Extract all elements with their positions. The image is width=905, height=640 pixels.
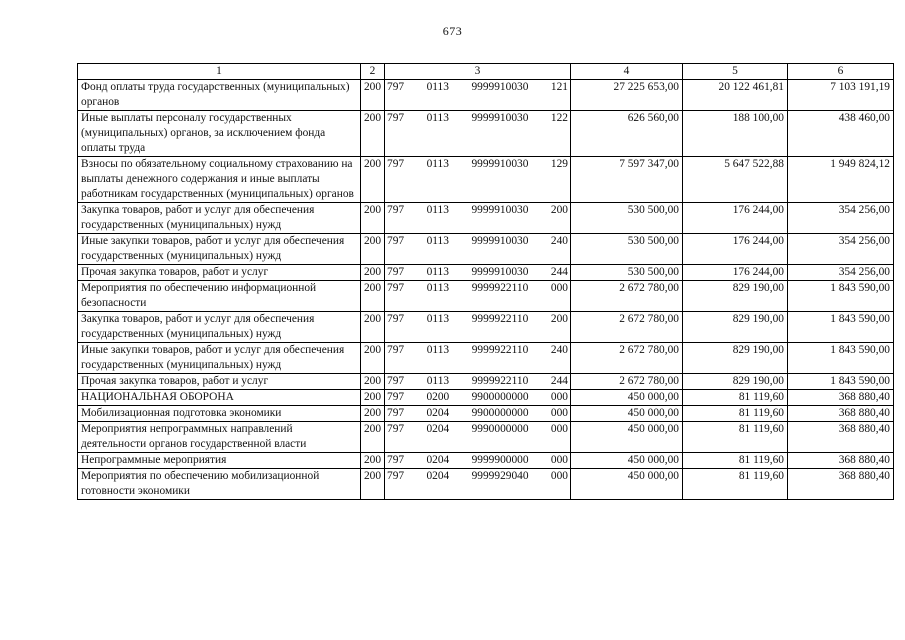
row-code: [385, 469, 571, 500]
row-col4: 2 672 780,00: [571, 374, 683, 390]
table-row: [78, 343, 894, 374]
row-col4: 530 500,00: [571, 265, 683, 281]
row-vr: 200: [550, 204, 568, 216]
row-col4: 626 560,00: [571, 111, 683, 157]
row-col4: 450 000,00: [571, 390, 683, 406]
row-rz: 0204: [426, 470, 450, 482]
header-cell: 4: [571, 64, 683, 80]
row-code: [385, 80, 571, 111]
row-name: Мероприятия по обеспечению мобилизационной готовности экономики: [78, 469, 361, 500]
row-code: [385, 265, 571, 281]
row-code: [385, 453, 571, 469]
row-grbs: 200: [361, 234, 385, 265]
table-row: [78, 453, 894, 469]
row-csr: 9999922110: [471, 375, 529, 387]
row-grbs: 200: [361, 312, 385, 343]
row-rz: 0113: [426, 375, 450, 387]
row-col4: 450 000,00: [571, 453, 683, 469]
row-col4: 530 500,00: [571, 234, 683, 265]
row-csr: 9999910030: [471, 112, 529, 124]
row-code: [385, 234, 571, 265]
row-col5: 176 244,00: [683, 265, 788, 281]
row-col5: 829 190,00: [683, 281, 788, 312]
row-csr: 9999900000: [471, 454, 529, 466]
row-csr: 9999929040: [471, 470, 529, 482]
row-name: Иные закупки товаров, работ и услуг для обеспечения государственных (муниципальных) нужд: [78, 234, 361, 265]
row-col5: 81 119,60: [683, 453, 788, 469]
row-rz: 0113: [426, 344, 450, 356]
row-csr: 9999910030: [471, 158, 529, 170]
row-name: Закупка товаров, работ и услуг для обеспечения государственных (муниципальных) нужд: [78, 312, 361, 343]
row-grbs: 200: [361, 453, 385, 469]
row-ved: 797: [387, 81, 405, 93]
row-name: Прочая закупка товаров, работ и услуг: [78, 265, 361, 281]
row-vr: 244: [550, 375, 568, 387]
header-cell: 1: [78, 64, 361, 80]
table-row: [78, 469, 894, 500]
row-col5: 81 119,60: [683, 390, 788, 406]
row-name: Мероприятия непрограммных направлений деятельности органов государственной власти: [78, 422, 361, 453]
row-ved: 797: [387, 423, 405, 435]
row-code: [385, 203, 571, 234]
row-ved: 797: [387, 375, 405, 387]
row-ved: 797: [387, 454, 405, 466]
row-csr: 9999922110: [471, 282, 529, 294]
row-vr: 000: [550, 423, 568, 435]
row-col5: 188 100,00: [683, 111, 788, 157]
row-vr: 000: [550, 454, 568, 466]
table-row: [78, 374, 894, 390]
row-col6: 368 880,40: [788, 422, 894, 453]
row-col6: 354 256,00: [788, 203, 894, 234]
row-code: [385, 281, 571, 312]
row-col6: 368 880,40: [788, 390, 894, 406]
table-row: [78, 281, 894, 312]
row-ved: 797: [387, 391, 405, 403]
row-name: Непрограммные мероприятия: [78, 453, 361, 469]
row-grbs: 200: [361, 406, 385, 422]
row-col6: 1 843 590,00: [788, 374, 894, 390]
row-ved: 797: [387, 313, 405, 325]
row-rz: 0113: [426, 112, 449, 124]
row-grbs: 200: [361, 203, 385, 234]
row-name: Взносы по обязательному социальному страхованию на выплаты денежного содержания и иные выплаты работникам государственных (муниципальных) органов: [78, 157, 361, 203]
row-rz: 0204: [426, 423, 450, 435]
row-col4: 7 597 347,00: [571, 157, 683, 203]
row-col6: 1 843 590,00: [788, 312, 894, 343]
table-row: [78, 157, 894, 203]
row-rz: 0113: [426, 204, 449, 216]
row-code: [385, 406, 571, 422]
row-ved: 797: [387, 282, 405, 294]
row-col5: 81 119,60: [683, 422, 788, 453]
row-col6: 354 256,00: [788, 265, 894, 281]
row-col5: 81 119,60: [683, 469, 788, 500]
row-vr: 000: [550, 391, 568, 403]
row-vr: 000: [550, 470, 568, 482]
row-col4: 450 000,00: [571, 422, 683, 453]
row-csr: 9999910030: [471, 204, 529, 216]
table-row: [78, 312, 894, 343]
row-ved: 797: [387, 407, 405, 419]
row-name: Иные выплаты персоналу государственных (муниципальных) органов, за исключением фонда оплаты труда: [78, 111, 361, 157]
row-name: Закупка товаров, работ и услуг для обеспечения государственных (муниципальных) нужд: [78, 203, 361, 234]
header-cell: 2: [361, 64, 385, 80]
row-name: Иные закупки товаров, работ и услуг для обеспечения государственных (муниципальных) нужд: [78, 343, 361, 374]
header-cell: 6: [788, 64, 894, 80]
table-row: [78, 203, 894, 234]
row-vr: 000: [550, 407, 568, 419]
row-col6: 7 103 191,19: [788, 80, 894, 111]
row-code: [385, 422, 571, 453]
row-ved: 797: [387, 344, 405, 356]
row-vr: 121: [550, 81, 568, 93]
row-name: Мобилизационная подготовка экономики: [78, 406, 361, 422]
row-vr: 122: [550, 112, 568, 124]
row-col4: 450 000,00: [571, 406, 683, 422]
row-grbs: 200: [361, 80, 385, 111]
row-csr: 9999910030: [471, 266, 529, 278]
row-grbs: 200: [361, 281, 385, 312]
row-code: [385, 157, 571, 203]
row-ved: 797: [387, 204, 405, 216]
row-rz: 0204: [426, 454, 450, 466]
row-col4: 2 672 780,00: [571, 343, 683, 374]
row-code: [385, 111, 571, 157]
row-code: [385, 343, 571, 374]
table-row: [78, 390, 894, 406]
row-ved: 797: [387, 470, 405, 482]
row-vr: 129: [550, 158, 568, 170]
row-rz: 0200: [426, 391, 450, 403]
header-row: [78, 64, 894, 80]
row-ved: 797: [387, 112, 405, 124]
row-col5: 20 122 461,81: [683, 80, 788, 111]
row-col6: 438 460,00: [788, 111, 894, 157]
table-row: [78, 265, 894, 281]
row-rz: 0113: [426, 313, 450, 325]
row-grbs: 200: [361, 157, 385, 203]
header-cell: 3: [385, 64, 571, 80]
row-col5: 5 647 522,88: [683, 157, 788, 203]
row-col6: 368 880,40: [788, 453, 894, 469]
row-col4: 530 500,00: [571, 203, 683, 234]
row-grbs: 200: [361, 343, 385, 374]
row-name: НАЦИОНАЛЬНАЯ ОБОРОНА: [78, 390, 361, 406]
page-number: 673: [442, 24, 463, 38]
row-col5: 829 190,00: [683, 374, 788, 390]
table-row: [78, 111, 894, 157]
row-grbs: 200: [361, 390, 385, 406]
row-csr: 9999910030: [471, 81, 529, 93]
row-code: [385, 390, 571, 406]
row-col5: 829 190,00: [683, 312, 788, 343]
row-rz: 0113: [426, 266, 449, 278]
row-rz: 0113: [426, 158, 449, 170]
row-csr: 9999910030: [471, 235, 529, 247]
row-col5: 829 190,00: [683, 343, 788, 374]
row-rz: 0113: [426, 282, 450, 294]
table-row: [78, 80, 894, 111]
row-rz: 0204: [426, 407, 450, 419]
row-col4: 27 225 653,00: [571, 80, 683, 111]
row-col6: 368 880,40: [788, 469, 894, 500]
table-row: [78, 406, 894, 422]
row-csr: 9900000000: [471, 407, 529, 419]
header-cell: 5: [683, 64, 788, 80]
row-col4: 2 672 780,00: [571, 312, 683, 343]
table-row: [78, 234, 894, 265]
row-vr: 000: [550, 282, 568, 294]
row-name: Прочая закупка товаров, работ и услуг: [78, 374, 361, 390]
row-code: [385, 374, 571, 390]
row-grbs: 200: [361, 265, 385, 281]
row-vr: 200: [550, 313, 568, 325]
table-row: [78, 422, 894, 453]
row-csr: 9990000000: [471, 423, 529, 435]
row-csr: 9999922110: [471, 313, 529, 325]
row-col6: 354 256,00: [788, 234, 894, 265]
row-ved: 797: [387, 158, 405, 170]
row-grbs: 200: [361, 469, 385, 500]
row-csr: 9999922110: [471, 344, 529, 356]
row-name: Фонд оплаты труда государственных (муниципальных) органов: [78, 80, 361, 111]
row-col5: 176 244,00: [683, 234, 788, 265]
row-col4: 450 000,00: [571, 469, 683, 500]
row-grbs: 200: [361, 422, 385, 453]
row-col6: 1 843 590,00: [788, 281, 894, 312]
row-name: Мероприятия по обеспечению информационной безопасности: [78, 281, 361, 312]
row-ved: 797: [387, 266, 405, 278]
row-col6: 368 880,40: [788, 406, 894, 422]
row-col4: 2 672 780,00: [571, 281, 683, 312]
row-col5: 81 119,60: [683, 406, 788, 422]
row-vr: 240: [550, 344, 568, 356]
row-rz: 0113: [426, 81, 449, 93]
row-grbs: 200: [361, 111, 385, 157]
row-col6: 1 843 590,00: [788, 343, 894, 374]
row-rz: 0113: [426, 235, 449, 247]
row-col6: 1 949 824,12: [788, 157, 894, 203]
row-col5: 176 244,00: [683, 203, 788, 234]
row-code: [385, 312, 571, 343]
budget-table: [77, 63, 894, 500]
row-ved: 797: [387, 235, 405, 247]
row-vr: 244: [550, 266, 568, 278]
row-vr: 240: [550, 235, 568, 247]
row-csr: 9900000000: [471, 391, 529, 403]
row-grbs: 200: [361, 374, 385, 390]
